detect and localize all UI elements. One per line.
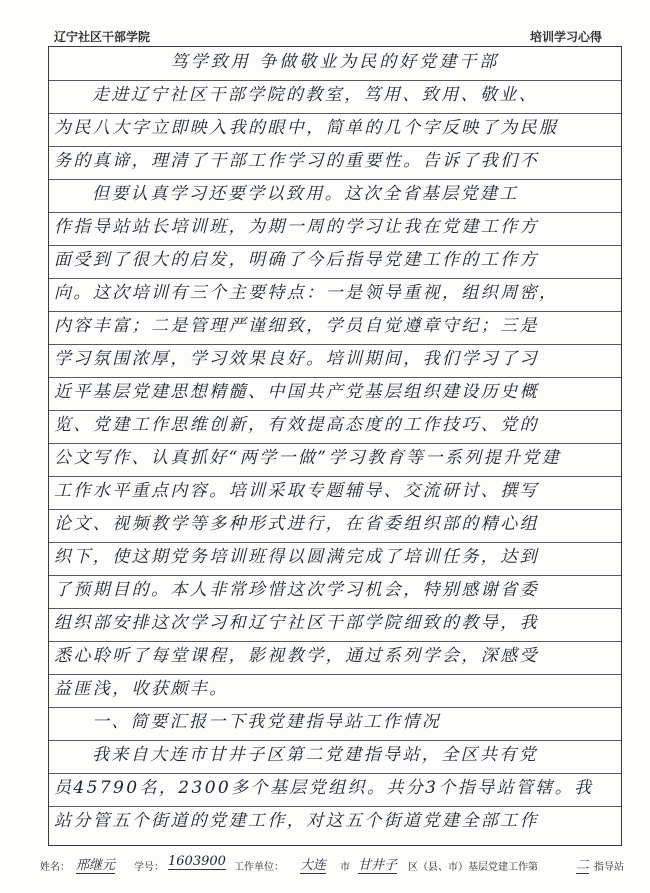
footer-name-label: 姓名： [40,862,70,873]
essay-title: 笃学致用 争做敬业为民的好党建干部 [170,52,500,72]
footer-unit-label: 工作单位： [234,862,284,873]
text-line: 学习氛围浓厚，学习效果良好。培训期间，我们学习了习 [54,349,539,369]
footer-station-suffix: 指导站 [594,862,624,873]
page-footer [36,850,624,878]
text-line: 组织部安排这次学习和辽宁社区干部学院细致的教导，我 [54,613,539,633]
text-line: 作指导站站长培训班，为期一周的学习让我在党建工作方 [54,217,539,237]
section-heading: 一、简要汇报一下我党建指导站工作情况 [92,712,442,732]
footer-name-value: 邢继元 [76,854,115,874]
text-line: 公文写作、认真抓好“两学一做”学习教育等一系列提升党建 [54,448,562,468]
text-line: 面受到了很大的启发，明确了今后指导党建工作的工作方 [54,250,539,270]
text-line: 站分管五个街道的党建工作，对这五个街道党建全部工作 [54,811,539,831]
text-line: 了预期目的。本人非常珍惜这次学习机会，特别感谢省委 [54,580,539,600]
header-school-name: 辽宁社区干部学院 [54,30,151,44]
text-line: 益匪浅，收获颇丰。 [54,679,229,699]
text-line: 务的真谛，理清了干部工作学习的重要性。告诉了我们不 [54,151,539,171]
header-doc-type: 培训学习心得 [529,30,602,44]
text-line: 内容丰富；二是管理严谨细致，学员自觉遵章守纪；三是 [54,316,539,336]
text-line: 近平基层党建思想精髓、中国共产党基层组织建设历史概 [54,382,539,402]
footer-station-value: 二 [576,854,589,874]
footer-id-label: 学号： [134,862,164,873]
text-line: 为民八大字立即映入我的眼中，简单的几个字反映了为民服 [54,118,559,138]
handwritten-body [48,46,622,846]
text-line: 工作水平重点内容。培训采取专题辅导、交流研讨、撰写 [54,481,539,501]
footer-city-value: 大连 [300,854,326,874]
page-header [44,22,610,44]
text-line: 论文、视频教学等多种形式进行，在省委组织部的精心组 [54,514,539,534]
text-line: 向。这次培训有三个主要特点：一是领导重视，组织周密， [54,283,559,303]
text-line: 织下，使这期党务培训班得以圆满完成了培训任务，达到 [54,547,539,567]
text-line: 我来自大连市甘井子区第二党建指导站，全区共有党 [92,745,539,765]
footer-district-value: 甘井子 [358,854,397,874]
footer-city-suffix: 市 [340,862,350,873]
footer-id-value: 1603900 [168,854,226,869]
text-line: 但要认真学习还要学以致用。这次全省基层党建工 [92,184,519,204]
text-line: 员45790名，2300多个基层党组织。共分3个指导站管辖。我 [54,778,594,798]
text-line: 走进辽宁社区干部学院的教室，笃用、致用、敬业、 [92,85,539,105]
text-line: 览、党建工作思维创新，有效提高态度的工作技巧、党的 [54,415,539,435]
text-line: 悉心聆听了每堂课程，影视教学，通过系列学会，深感受 [54,646,539,666]
footer-district-suffix: 区（县、市）基层党建工作第 [408,862,538,873]
